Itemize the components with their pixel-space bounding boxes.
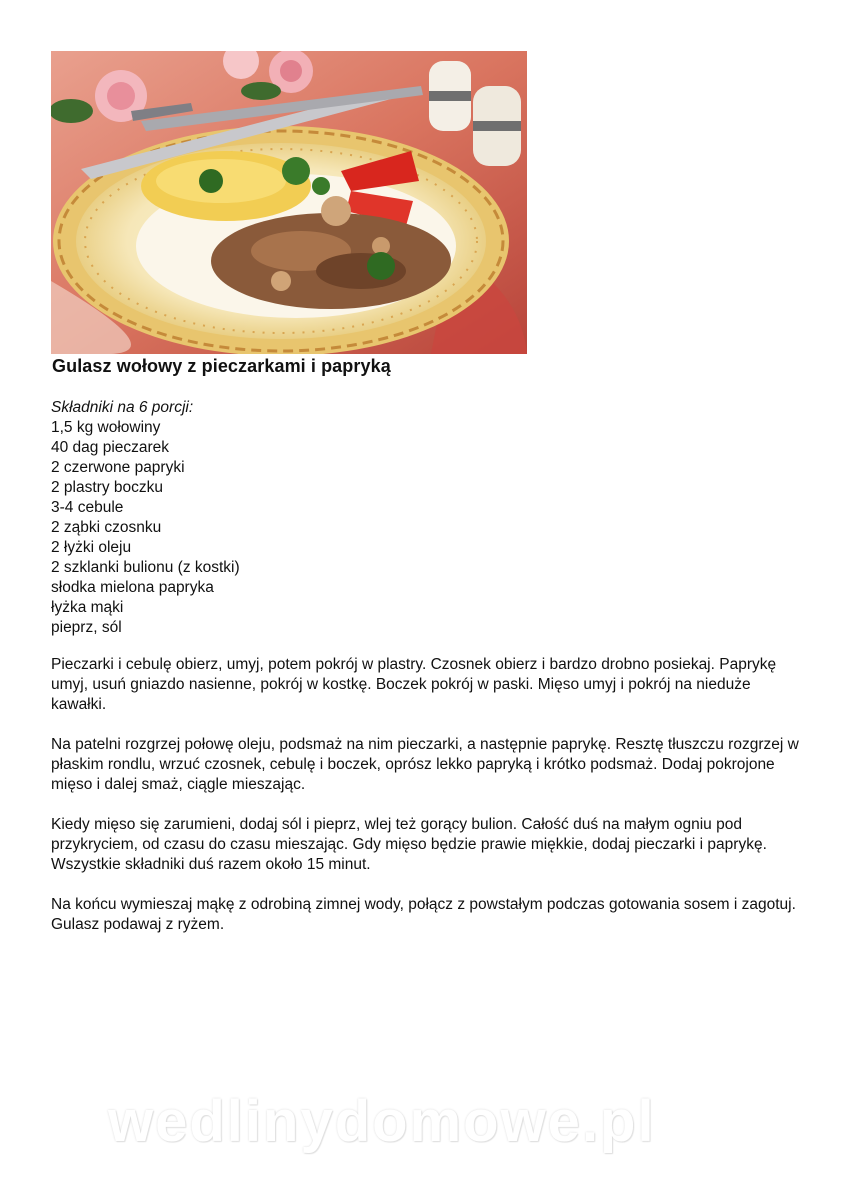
ingredients-heading: Składniki na 6 porcji:: [51, 399, 194, 416]
ingredient-item: 1,5 kg wołowiny: [51, 419, 161, 436]
dish-photo-illustration: [51, 51, 527, 354]
ingredient-item: 2 szklanki bulionu (z kostki): [51, 559, 240, 576]
instruction-paragraph: Na patelni rozgrzej połowę oleju, podsmaż na nim pieczarki, a następnie paprykę. Resztę tłuszczu rozgrzej w płaskim rondlu, wrzuć czosnek, cebulę i boczek, oprósz lekko papryką i krótko podsmaż. Dodaj pokrojone mięso i dalej smaż, ciągle mieszając.: [51, 736, 799, 793]
instructions: [51, 655, 801, 955]
ingredient-item: 40 dag pieczarek: [51, 439, 170, 456]
ingredient-item: pieprz, sól: [51, 619, 122, 636]
recipe-title: Gulasz wołowy z pieczarkami i papryką: [52, 356, 391, 376]
site-watermark: wedlinydomowe.pl: [108, 1089, 656, 1154]
ingredient-item: 2 plastry boczku: [51, 479, 163, 496]
dish-photo: [51, 51, 527, 354]
ingredient-item: łyżka mąki: [51, 599, 124, 616]
ingredients-list: [51, 398, 240, 638]
ingredient-item: 2 łyżki oleju: [51, 539, 132, 556]
instruction-paragraph: Na końcu wymieszaj mąkę z odrobiną zimnej wody, połącz z powstałym podczas gotowania sosem i zagotuj. Gulasz podawaj z ryżem.: [51, 896, 796, 933]
ingredient-item: 2 ząbki czosnku: [51, 519, 162, 536]
instruction-paragraph: Kiedy mięso się zarumieni, dodaj sól i pieprz, wlej też gorący bulion. Całość duś na małym ogniu pod przykryciem, od czasu do czasu mieszając. Gdy mięso będzie prawie miękkie, dodaj pieczarki i paprykę. Wszystkie składniki duś razem około 15 minut.: [51, 816, 767, 873]
instruction-paragraph: Pieczarki i cebulę obierz, umyj, potem pokrój w plastry. Czosnek obierz i bardzo drobno posiekaj. Paprykę umyj, usuń gniazdo nasienne, pokrój w kostkę. Boczek pokrój w paski. Mięso umyj i pokrój na nieduże kawałki.: [51, 656, 777, 713]
ingredient-item: 3-4 cebule: [51, 499, 124, 516]
ingredient-item: słodka mielona papryka: [51, 579, 214, 596]
ingredient-item: 2 czerwone papryki: [51, 459, 185, 476]
